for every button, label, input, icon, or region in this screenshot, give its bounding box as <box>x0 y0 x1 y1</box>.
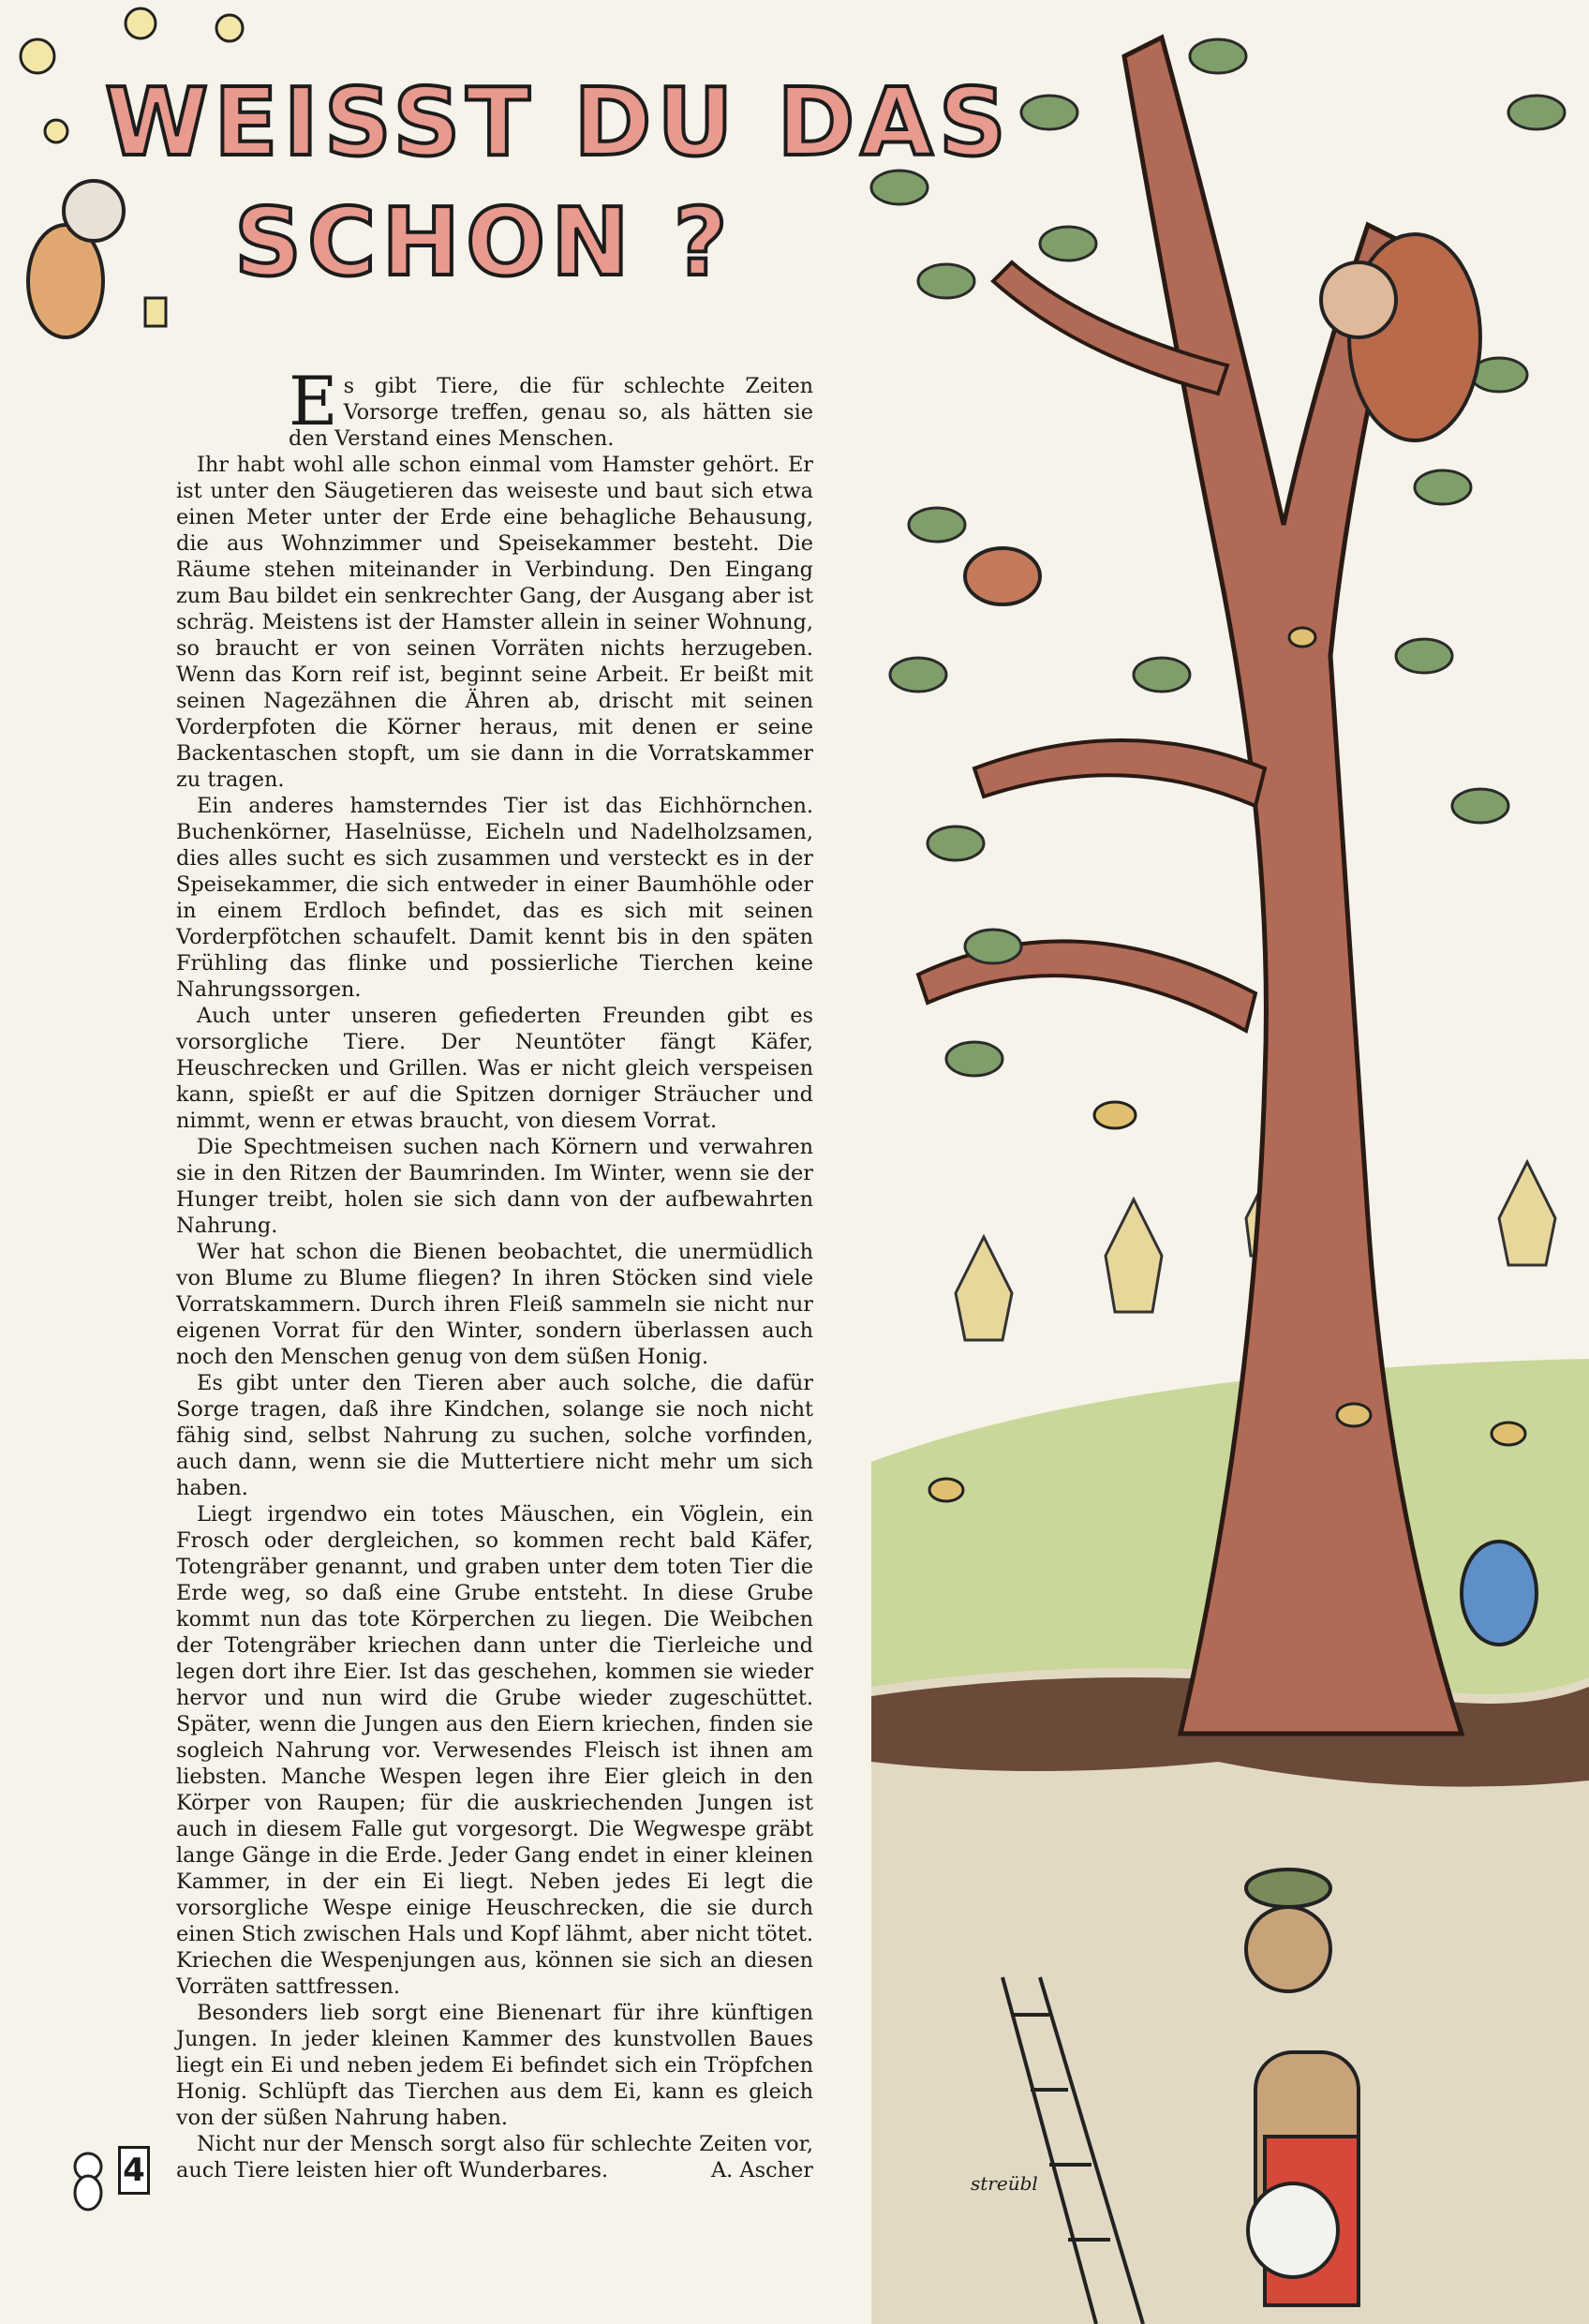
closing-text: Nicht nur der Mensch sorgt also für schlechte Zeiten vor, auch Tiere leisten hier oft Wunderbares. <box>176 2132 813 2182</box>
paragraph: Besonders lieb sorgt eine Bienenart für ihre künftigen Jungen. In jeder kleinen Kammer des kunstvollen Baues liegt ein Ei und neben jedem Ei befindet sich ein Tröpfchen Honig. Schlüpft das Tierchen aus dem Ei, kann es gleich von der süßen Nahrung haben. <box>176 2001 813 2130</box>
paragraph: Es gibt unter den Tieren aber auch solche, die dafür Sorge tragen, daß ihre Kindchen, solange sie noch nicht fähig sind, selbst Nahrung zu suchen, solche vorfinden, auch dann, wenn sie die Muttertiere nicht mehr um sich haben. <box>176 1371 813 1500</box>
artist-signature: streübl <box>971 2172 1038 2195</box>
paragraph: Ihr habt wohl alle schon einmal vom Hamster gehört. Er ist unter den Säugetieren das weiseste und baut sich etwa einen Meter unter der Erde eine behagliche Behausung, die aus Wohnzimmer und Speisekammer besteht. Die Räume stehen miteinander in Verbindung. Den Eingang zum Bau bildet ein senkrechter Gang, der Ausgang aber ist schräg. Meistens ist der Hamster allein in seiner Wohnung, so braucht er von seinen Vorräten nichts herzugeben. Wenn das Korn reif ist, beginnt seine Arbeit. Er beißt mit seinen Nagezähnen die Ähren ab, drischt mit seinen Vorderpfoten die Körner heraus, mit denen er seine Backentaschen stopft, um sie dann in die Vorratskammer zu tragen. <box>176 453 813 792</box>
mascot-icon <box>60 2146 116 2212</box>
closing-paragraph <box>176 2131 813 2183</box>
bee-mascot <box>28 181 166 337</box>
paragraph: Ein anderes hamsterndes Tier ist das Eichhörnchen. Buchenkörner, Haselnüsse, Eicheln und Nadelholzsamen, dies alles sucht es sich zusammen und versteckt es in der Speisekammer, die sich entweder in einer Baumhöhle oder in einem Erdloch befindet, das es sich mit seinen Vorderpfötchen schaufelt. Damit kennt bis in den späten Frühling das flinke und possierliche Tierchen keine Nahrungssorgen. <box>176 794 813 1002</box>
article-body <box>176 362 813 2183</box>
bird <box>965 548 1040 604</box>
title-line-1: WEISST DU DAS <box>105 67 1012 177</box>
title-line-2: SCHON ? <box>234 187 734 297</box>
article-intro <box>176 362 813 452</box>
beetle <box>1462 1542 1537 1645</box>
paragraph: Liegt irgendwo ein totes Mäuschen, ein Vöglein, ein Frosch oder dergleichen, so kommen recht bald Käfer, Totengräber genannt, und graben unter dem toten Tier die Erde weg, so daß eine Grube entsteht. In diese Grube kommt nun das tote Körperchen zu liegen. Die Weibchen der Totengräber kriechen dann unter die Tierleiche und legen dort ihre Eier. Ist das geschehen, kommen sie wieder hervor und nun wird die Grube wieder zugeschüttet. Später, wenn die Jungen aus den Eiern kriechen, finden sie sogleich Nahrung vor. Verwesendes Fleisch ist ihnen am liebsten. Manche Wespen legen ihre Eier gleich in den Körper von Raupen; für die auskriechenden Jungen ist auch in diesem Falle gut vorgesorgt. Die Wegwespe gräbt lange Gänge in die Erde. Jeder Gang endet in einer kleinen Kammer, in der ein Ei liegt. Neben jedes Ei legt die vorsorgliche Wespe einige Heuschrecken, die sie durch einen Stich zwischen Hals und Kopf lähmt, aber nicht tötet. Kriechen die Wespenjungen aus, können sie sich an diesen Vorräten sattfressen. <box>176 1502 813 1999</box>
author: A. Ascher <box>711 2158 813 2182</box>
drop-cap: E <box>289 362 338 440</box>
paragraph: Auch unter unseren gefiederten Freunden gibt es vorsorgliche Tiere. Der Neuntöter fängt Käfer, Heuschrecken und Grillen. Was er nicht gleich verspeisen kann, spießt er auf die Spitzen dorniger Sträucher und nimmt, wenn er etwas braucht, von diesem Vorrat. <box>176 1004 813 1133</box>
paragraph: Die Spechtmeisen suchen nach Körnern und verwahren sie in den Ritzen der Baumrinden. Im Winter, wenn sie der Hunger treibt, holen sie sich dann von der aufbewahrten Nahrung. <box>176 1135 813 1238</box>
paragraph: Wer hat schon die Bienen beobachtet, die unermüdlich von Blume zu Blume fliegen? In ihren Stöcken sind viele Vorratskammern. Durch ihren Fleiß sammeln sie nicht nur eigenen Vorrat für den Winter, sondern überlassen auch noch den Menschen genug von dem süßen Honig. <box>176 1240 813 1369</box>
page-number: 4 <box>118 2146 150 2195</box>
intro-text: s gibt Tiere, die für schlechte Zeiten Vorsorge treffen, genau so, als hätten sie den Verstand eines Menschen. <box>289 374 813 451</box>
